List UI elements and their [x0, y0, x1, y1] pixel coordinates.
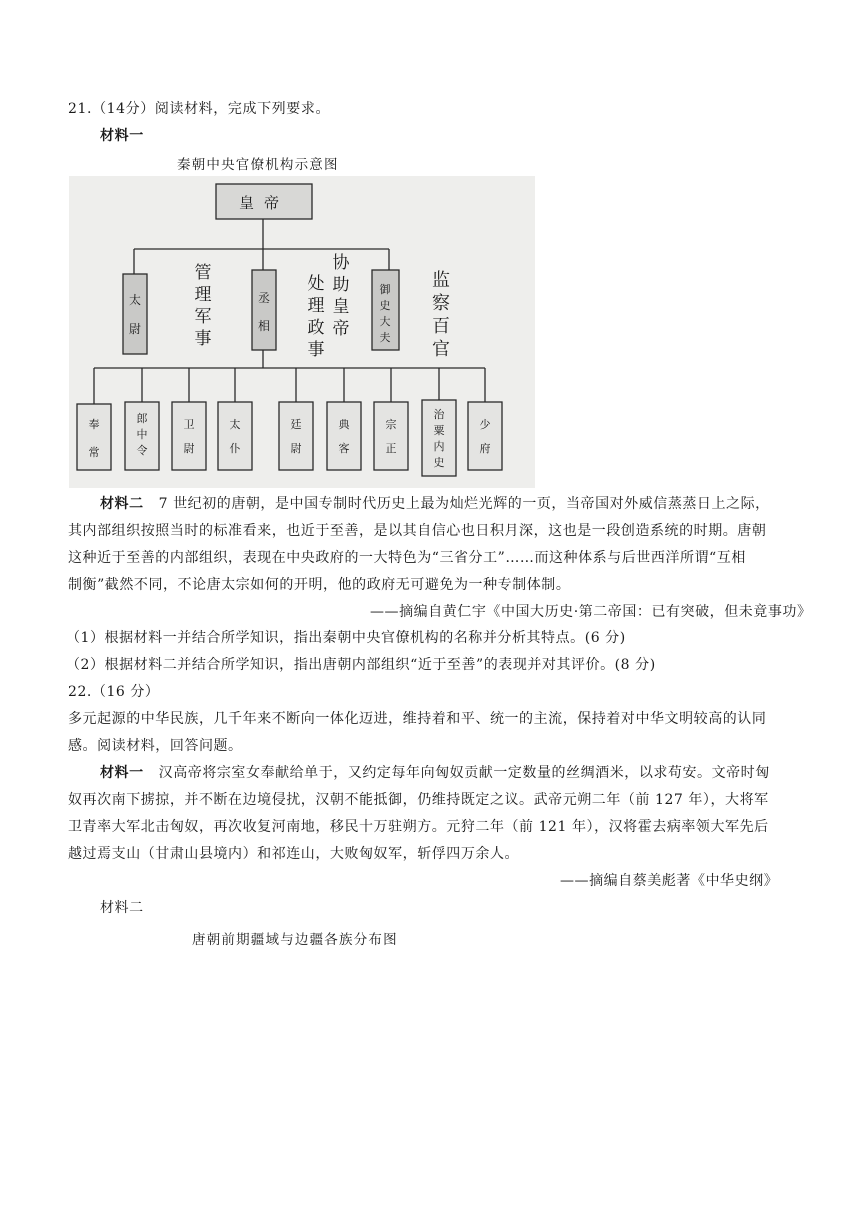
q21-material2-line3: 这种近于至善的内部组织，表现在中央政府的一大特色为“三省分工”……而这种体系与后世西洋所谓“互相 [68, 550, 746, 566]
svg-text:令: 令 [136, 444, 148, 457]
svg-text:常: 常 [88, 446, 100, 459]
svg-text:监: 监 [432, 270, 450, 291]
svg-text:军: 军 [194, 307, 212, 327]
svg-text:宗: 宗 [385, 418, 397, 431]
svg-text:百: 百 [432, 316, 450, 337]
svg-text:廷: 廷 [290, 418, 302, 431]
q22-material2-label: 材料二 [100, 900, 144, 916]
fengchang-box [77, 404, 111, 470]
q22-material1-source: ——摘编自蔡美彪著《中华史纲》 [560, 873, 779, 889]
svg-text:太: 太 [229, 418, 241, 431]
q22-material1-line2: 奴再次南下掳掠，并不断在边境侵扰，汉朝不能抵御，仍维持既定之议。武帝元朔二年（前 127 年），大将军 [68, 792, 769, 808]
svg-text:史: 史 [433, 456, 445, 469]
svg-text:政: 政 [307, 318, 325, 338]
q22-intro-line2: 感。阅读材料，回答问题。 [68, 738, 243, 754]
svg-text:粟: 粟 [433, 424, 445, 437]
svg-text:典: 典 [338, 418, 350, 431]
svg-text:丞: 丞 [257, 291, 271, 305]
zongzheng-box [374, 402, 408, 470]
svg-text:事: 事 [194, 329, 212, 349]
svg-text:治: 治 [433, 408, 445, 421]
q21-material2-text-1: 7 世纪初的唐朝，是中国专制时代历史上最为灿烂光辉的一页，当帝国对外威信蒸蒸日上之际， [158, 496, 770, 512]
svg-text:官: 官 [432, 339, 450, 360]
q21-material2-source: ——摘编自黄仁宇《中国大历史·第二帝国：已有突破，但未竟事功》 [370, 604, 812, 620]
svg-text:府: 府 [479, 442, 491, 455]
shaofu-box [468, 402, 502, 470]
q21-sub-question-1: （1）根据材料一并结合所学知识，指出秦朝中央官僚机构的名称并分析其特点。(6 分) [66, 630, 626, 646]
svg-text:管: 管 [194, 263, 212, 283]
svg-text:理: 理 [194, 285, 212, 305]
q22-heading: 22.（16 分） [68, 684, 160, 700]
svg-text:夫: 夫 [379, 331, 391, 344]
svg-text:仆: 仆 [229, 442, 241, 455]
q22-material1-line4: 越过焉支山（甘肃山县境内）和祁连山，大败匈奴军，斩俘四万余人。 [68, 846, 520, 862]
svg-text:尉: 尉 [290, 442, 302, 455]
q22-intro-line1: 多元起源的中华民族，几千年来不断向一体化迈进，维持着和平、统一的主流，保持着对中华文明较高的认同 [68, 711, 767, 727]
svg-text:相: 相 [257, 319, 271, 333]
q21-heading: 21.（14分）阅读材料，完成下列要求。 [68, 101, 331, 117]
zhisuneishi-box [422, 400, 456, 476]
svg-text:御: 御 [379, 283, 391, 296]
svg-text:帝: 帝 [332, 319, 350, 339]
svg-text:卫: 卫 [183, 418, 195, 431]
svg-text:理: 理 [307, 296, 325, 316]
svg-text:大: 大 [379, 315, 391, 328]
emperor-label: 皇帝 [238, 194, 290, 212]
svg-text:处: 处 [307, 274, 325, 294]
q21-material1-label: 材料一 [100, 128, 144, 144]
svg-text:尉: 尉 [128, 322, 142, 336]
q22-material1-text-1: 汉高帝将宗室女奉献给单于，又约定每年向匈奴贡献一定数量的丝绸酒米，以求苟安。文帝时匈 [158, 765, 770, 781]
svg-text:察: 察 [432, 293, 450, 314]
q21-material2-line2: 其内部组织按照当时的标准看来，也近于至善，是以其自信心也日积月深，这也是一段创造系统的时期。唐朝 [68, 523, 767, 539]
dianke-box [327, 402, 361, 470]
q22-material1-line3: 卫青率大军北击匈奴，再次收复河南地，移民十万驻朔方。元狩二年（前 121 年），汉将霍去病率领大军先后 [68, 819, 769, 835]
svg-text:助: 助 [332, 275, 350, 295]
svg-text:少: 少 [479, 418, 491, 431]
svg-text:内: 内 [433, 440, 445, 453]
svg-text:中: 中 [136, 428, 148, 441]
chengxiang-box [252, 270, 276, 350]
langzhongling-box [125, 402, 159, 470]
yushidafu-box [372, 270, 399, 350]
emperor-box [216, 184, 312, 219]
svg-text:太: 太 [128, 293, 142, 307]
weiwei-box [172, 402, 206, 470]
q21-material2-line1 [100, 494, 770, 514]
svg-text:协: 协 [332, 253, 350, 273]
svg-text:皇: 皇 [332, 297, 350, 317]
q21-material2-line4: 制衡”截然不同，不论唐太宗如何的开明，他的政府无可避免为一种专制体制。 [68, 577, 571, 593]
svg-text:尉: 尉 [183, 442, 195, 455]
svg-text:正: 正 [385, 442, 397, 455]
qin-bureaucracy-diagram [69, 176, 535, 488]
map-caption: 唐朝前期疆域与边疆各族分布图 [192, 932, 398, 948]
diagram-caption: 秦朝中央官僚机构示意图 [177, 157, 339, 173]
taiwei-box [123, 274, 147, 354]
taipu-box [218, 402, 252, 470]
svg-text:事: 事 [307, 340, 325, 360]
q21-material2-label: 材料二 [100, 496, 144, 512]
q21-sub-question-2: （2）根据材料二并结合所学知识，指出唐朝内部组织“近于至善”的表现并对其评价。(8 分) [66, 657, 656, 673]
svg-text:奉: 奉 [88, 418, 100, 431]
q22-material1-line1 [100, 763, 770, 783]
tingwei-box [279, 402, 313, 470]
q22-material1-label: 材料一 [100, 765, 144, 781]
svg-text:史: 史 [379, 299, 391, 312]
svg-text:客: 客 [338, 442, 350, 455]
svg-text:郎: 郎 [136, 412, 148, 425]
